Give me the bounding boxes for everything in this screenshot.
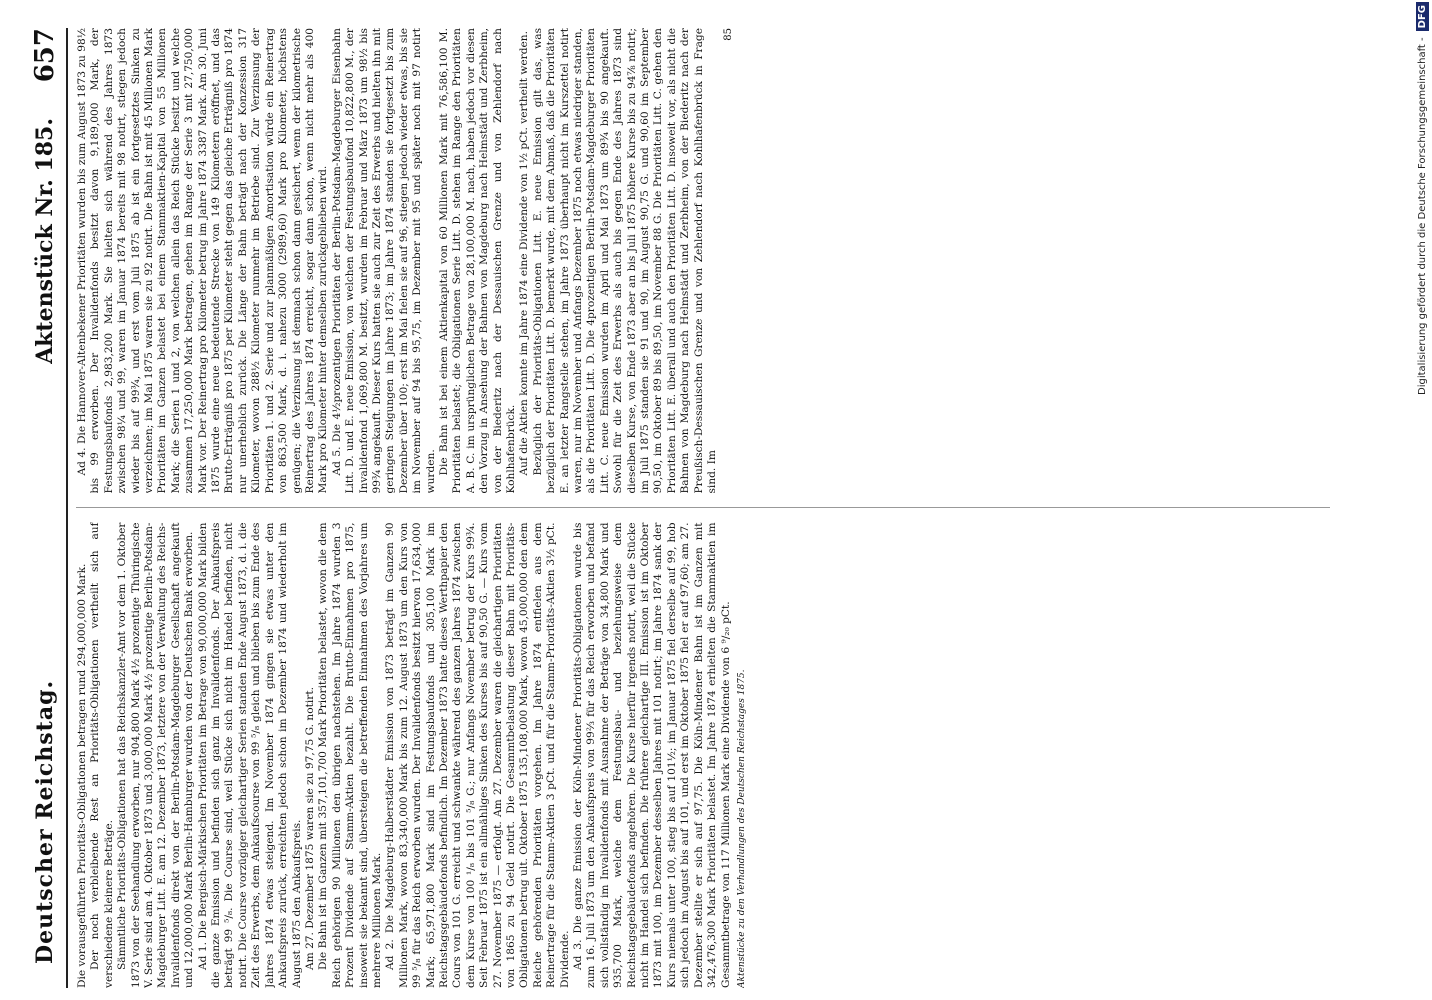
header-left-title: Deutscher Reichstag. <box>32 679 58 964</box>
text-columns <box>76 28 1330 988</box>
paragraph: Die vorausgeführten Prioritäts-Obligationen betragen rund 294,000,000 Mark. <box>76 563 88 988</box>
page-number: 657 <box>30 28 60 83</box>
credit-text: Digitalisierung gefördert durch die Deutsche Forschungsgemeinschaft - <box>1416 37 1428 395</box>
dfg-logo: DFG <box>1416 2 1429 31</box>
page-content <box>30 28 1330 988</box>
paragraph: Ad 5. Die 4½prozentigen Prioritäten der Berlin-Potsdam-Magdeburger Eisenbahn Litt. D. und E. neue Emission, von welchen der Festungsbaufond 10,822,800 M., der Invalidenfond 1,069,800 M. besitzt, wurden im Februar und März 1873 um 98½ bis 99¾ angekauft. Dieser Kurs hatten sie auch zur Zeit des Erwerbs und hielten ihn mit geringen Steigungen im Jahre 1873; im Jahre 1874 standen sie fortgesetzt bis zum Dezember über 100; erst im Mai fielen sie auf 96, stiegen jedoch wieder etwas, bis sie im November auf 94 bis 95,75, im Dezember mit 95 und später noch mit 97 notirt wurden. <box>330 28 437 494</box>
paragraph: Die Bahn ist im Ganzen mit 357,101,700 Mark Prioritäten belastet, wovon die dem Reich gehörigen 90 Millionen den übrigen nachstehen. Im Jahre 1874 wurden 3 Prozent Dividende auf Stamm-Aktien bezahlt. Die Brutto-Einnahmen pro 1875, insoweit sie bekannt sind, übersteigen die betreffenden Einnahmen des Vorjahres um mehrere Millionen Mark. <box>317 522 383 988</box>
paragraph: Ad 2. Die Magdeburg-Halberstädter Emission von 1873 beträgt im Ganzen 90 Millionen Mark, wovon 83,340,000 Mark bis zum 12. August 1873 um den Kurs von 99 ⁵/₈ für das Reich erworben wurden. Der Invalidenfonds besitzt hiervon 17,634,000 Mark; 65,971,800 Mark sind im Festungsbaufonds und 305,100 Mark im Reichstagsgebäudefonds befindlich. Im Dezember 1873 hatte dieses Werthpapier den Cours von 101 G. erreicht und schwankte während des ganzen Jahres 1874 zwischen dem Kurse von 100 ¹/₈ bis 101 ⁵/₈ G.; nur Anfangs November betrug der Kurs 99¾. Seit Februar 1875 ist ein allmähliges Sinken des Kurses bis auf 90,50 G. — Kurs vom 27. November 1875 — erfolgt. Am 27. Dezember waren die gleichartigen Prioritäten von 1865 zu 94 Geld notirt. Die Gesammtbelastung dieser Bahn mit Prioritäts-Obligationen betrug ult. Oktober 1875 135,108,000 Mark, wovon 45,000,000 den dem Reiche gehörenden Prioritäten vorgehen. Im Jahre 1874 entfielen aus dem Reinertrage für die Stamm-Aktien 3 pCt. und für die Stamm-Prioritäts-Aktien 3½ pCt. Dividende. <box>384 522 571 988</box>
footnote: Aktenstücke zu den Verhandlungen des Deutschen Reichstages 1875. <box>736 669 747 988</box>
paragraph: Auf die Aktien konnte im Jahre 1874 eine Dividende von 1½ pCt. vertheilt werden. <box>518 31 531 476</box>
sheet-number: 85 <box>722 28 734 41</box>
text-column-left <box>76 523 1330 989</box>
column-divider <box>76 508 1330 509</box>
paragraph: Ad 1. Die Bergisch-Märkischen Prioritäten im Betrage von 90,000,000 Mark bilden die ganze Emission und befinden sich ganz im Invalidenfonds. Der Ankaufspreis beträgt 99 ⁵/₈. Die Course sind, weil Stücke sich nicht im Handel befinden, nicht notirt. Die Course vorzügiger gleichartiger Serien standen Ende August 1873, d. i. die Zeit des Erwerbs, dem Ankaufscourse von 99 ⁵/₈ gleich und blieben bis zum Ende des Jahres 1874 etwas steigend. Im November 1874 gingen sie etwas unter den Ankaufspreis zurück, erreichten jedoch schon im Dezember 1874 und wiederholt im August 1875 den Ankaufspreis. <box>196 522 303 988</box>
text-column-right <box>76 28 1330 494</box>
digitization-credit <box>1412 0 1432 1000</box>
paragraph: Bezüglich der Prioritäts-Obligationen Litt. E. neue Emission gilt das, was bezüglich der Prioritäten Litt. D. bemerkt wurde, mit dem Abmaß, daß die Prioritäten E. an letzter Rangstelle stehen, im Jahre 1873 überhaupt nicht im Kurszettel notirt waren, nur im November und Anfangs Dezember 1875 noch etwas niedriger standen, als die Prioritäten Litt. D. Die 4prozentigen Berlin-Potsdam-Magdeburger Prioritäten Litt. C. neue Emission wurden im April und Mai 1873 um 89¾ bis 90 angekauft. Sowohl für die Zeit des Erwerbs als auch bis gegen Ende des Jahres 1873 sind dieselben Kurse, von Ende 1873 aber an bis Juli 1875 höhere Kurse bis zu 94⅞ notirt; im Juli 1875 standen sie 91 und 90, im August 90,75 G. und 90,60 im September 90,50, im Oktober 89 bis 89,50, im November 88 G. Die Prioritäten Litt. C. gehen den Prioritäten Litt. E. überall und auch den Prioritäten Litt. D. insoweit vor, als nicht die Bahnen von Magdeburg nach Helmstädt und Zerbheim, von der Biederitz nach der Preußisch-Dessauischen Grenze und von Zehlendorf nach Kohlhafenbrück in Frage sind. Im <box>531 28 719 494</box>
paragraph: Der noch verbleibende Rest an Prioritäts-Obligationen vertheilt sich auf verschiedene kleinere Beträge. <box>89 522 115 988</box>
paragraph: Ad 3. Die ganze Emission der Köln-Mindener Prioritäts-Obligationen wurde bis zum 16. Juli 1873 um den Ankaufspreis von 99⅔ für das Reich erworben und befand sich vollständig im Invalidenfonds mit Ausnahme der Beträge von 34,800 Mark und 935,700 Mark, welche dem Festungsbau- und beziehungsweise dem Reichstagsgebäudefonds angehören. Die Kurse hierfür irgends notirt, weil die Stücke nicht im Handel sich befinden. Die frühere gleichartige III. Emission ist im Oktober 1873 mit 100, im Dezember desselben Jahres mit 101 notirt; im Jahre 1874 sank der Kurs niemals unter 100, stieg bis auf 101½; im Januar 1875 fiel derselbe auf 99, hob sich jedoch im August bis auf 101, und erst im Oktober 1875 fiel er auf 97,60; am 27. Dezember stellte er sich auf 97,75. Die Köln-Mindener Bahn ist im Ganzen mit 342,476,300 Mark Prioritäten belastet. Im Jahre 1874 erhielten die Stammaktien im Gesammtbetrage von 117 Millionen Mark eine Dividende von 6 ⁹/₂₀ pCt. <box>572 522 732 988</box>
paragraph: Sämmtliche Prioritäts-Obligationen hat das Reichskanzler-Amt vor dem 1. Oktober 1873 von der Seehandlung erworben, nur 904,800 Mark 4½ prozentige Thüringische V. Serie sind am 4. Oktober 1873 und 3,000,000 Mark 4½ prozentige Berlin-Potsdam-Magdeburger Litt. E. am 12. Dezember 1873, letztere von der Verwaltung des Reichs-Invalidenfonds direkt von der Berlin-Potsdam-Magdeburger Gesellschaft angekauft und 12,000,000 Mark Berlin-Hamburger wurden von der Deutschen Bank erworben. <box>116 522 196 988</box>
paragraph: Ad 4. Die Hannover-Altenbekener Prioritäten wurden bis zum August 1873 zu 98½ bis 99 erworben. Der Invalidenfonds besitzt davon 9,189,000 Mark, der Festungsbaufonds 2,983,200 Mark. Sie hielten sich während des Jahres 1873 zwischen 98¼ und 99, waren im Januar 1874 bereits mit 98 notirt, stiegen jedoch wieder bis auf 99¾, und erst vom Juli 1875 ab ist ein fortgesetztes Sinken zu verzeichnen; im Mai 1875 waren sie zu 92 notirt. Die Bahn ist mit 45 Millionen Mark Prioritäten im Ganzen belastet bei einem Stammaktien-Kapital von 55 Millionen Mark; die Serien 1 und 2, von welchen allein das Reich Stücke besitzt und welche zusammen 17,250,000 Mark betragen, gehen im Range der Serie 3 mit 27,750,000 Mark vor. Der Reinertrag pro Kilometer betrug im Jahre 1874 3387 Mark. Am 30. Juni 1875 wurde eine neue bedeutende Strecke von 149 Kilometern eröffnet, und das Brutto-Erträgniß pro 1875 per Kilometer steht gegen das gleiche Erträgniß pro 1874 nur unerheblich zurück. Die Länge der Bahn beträgt nach der Konzession 317 Kilometer, wovon 288½ Kilometer nunmehr im Betriebe sind. Zur Verzinsung der Prioritäten 1. und 2. Serie und zur planmäßigen Amortisation würde ein Reinertrag von 863,500 Mark, d. i. nahezu 3000 (2989,60) Mark pro Kilometer, höchstens genügen; die Verzinsung ist demnach schon dann gesichert, wenn der kilometrische Reinertrag des Jahres 1874 erreicht, sogar dann schon, wenn nicht mehr als 400 Mark pro Kilometer hinter demselben zurückgeblieben wird. <box>76 28 330 494</box>
paragraph: Die Bahn ist bei einem Aktienkapital von 60 Millionen Mark mit 76,586,100 M. Prioritäten belastet; die Obligationen Serie Litt. D. stehen im Range den Prioritäten A. B. C. im ursprünglichen Betrage von 28,100,000 M. nach, haben jedoch vor diesen den Vorzug in Ansehung der Bahnen von Magdeburg nach Helmstädt und Zerbheim, von der Biederitz nach der Dessauischen Grenze und von Zehlendorf nach Kohlhafenbrück. <box>437 28 517 494</box>
running-header <box>30 28 68 988</box>
header-right-title: Aktenstück Nr. 185. <box>32 118 58 364</box>
paragraph: Am 27. Dezember 1875 waren sie zu 97,75 G. notirt. <box>303 687 316 970</box>
